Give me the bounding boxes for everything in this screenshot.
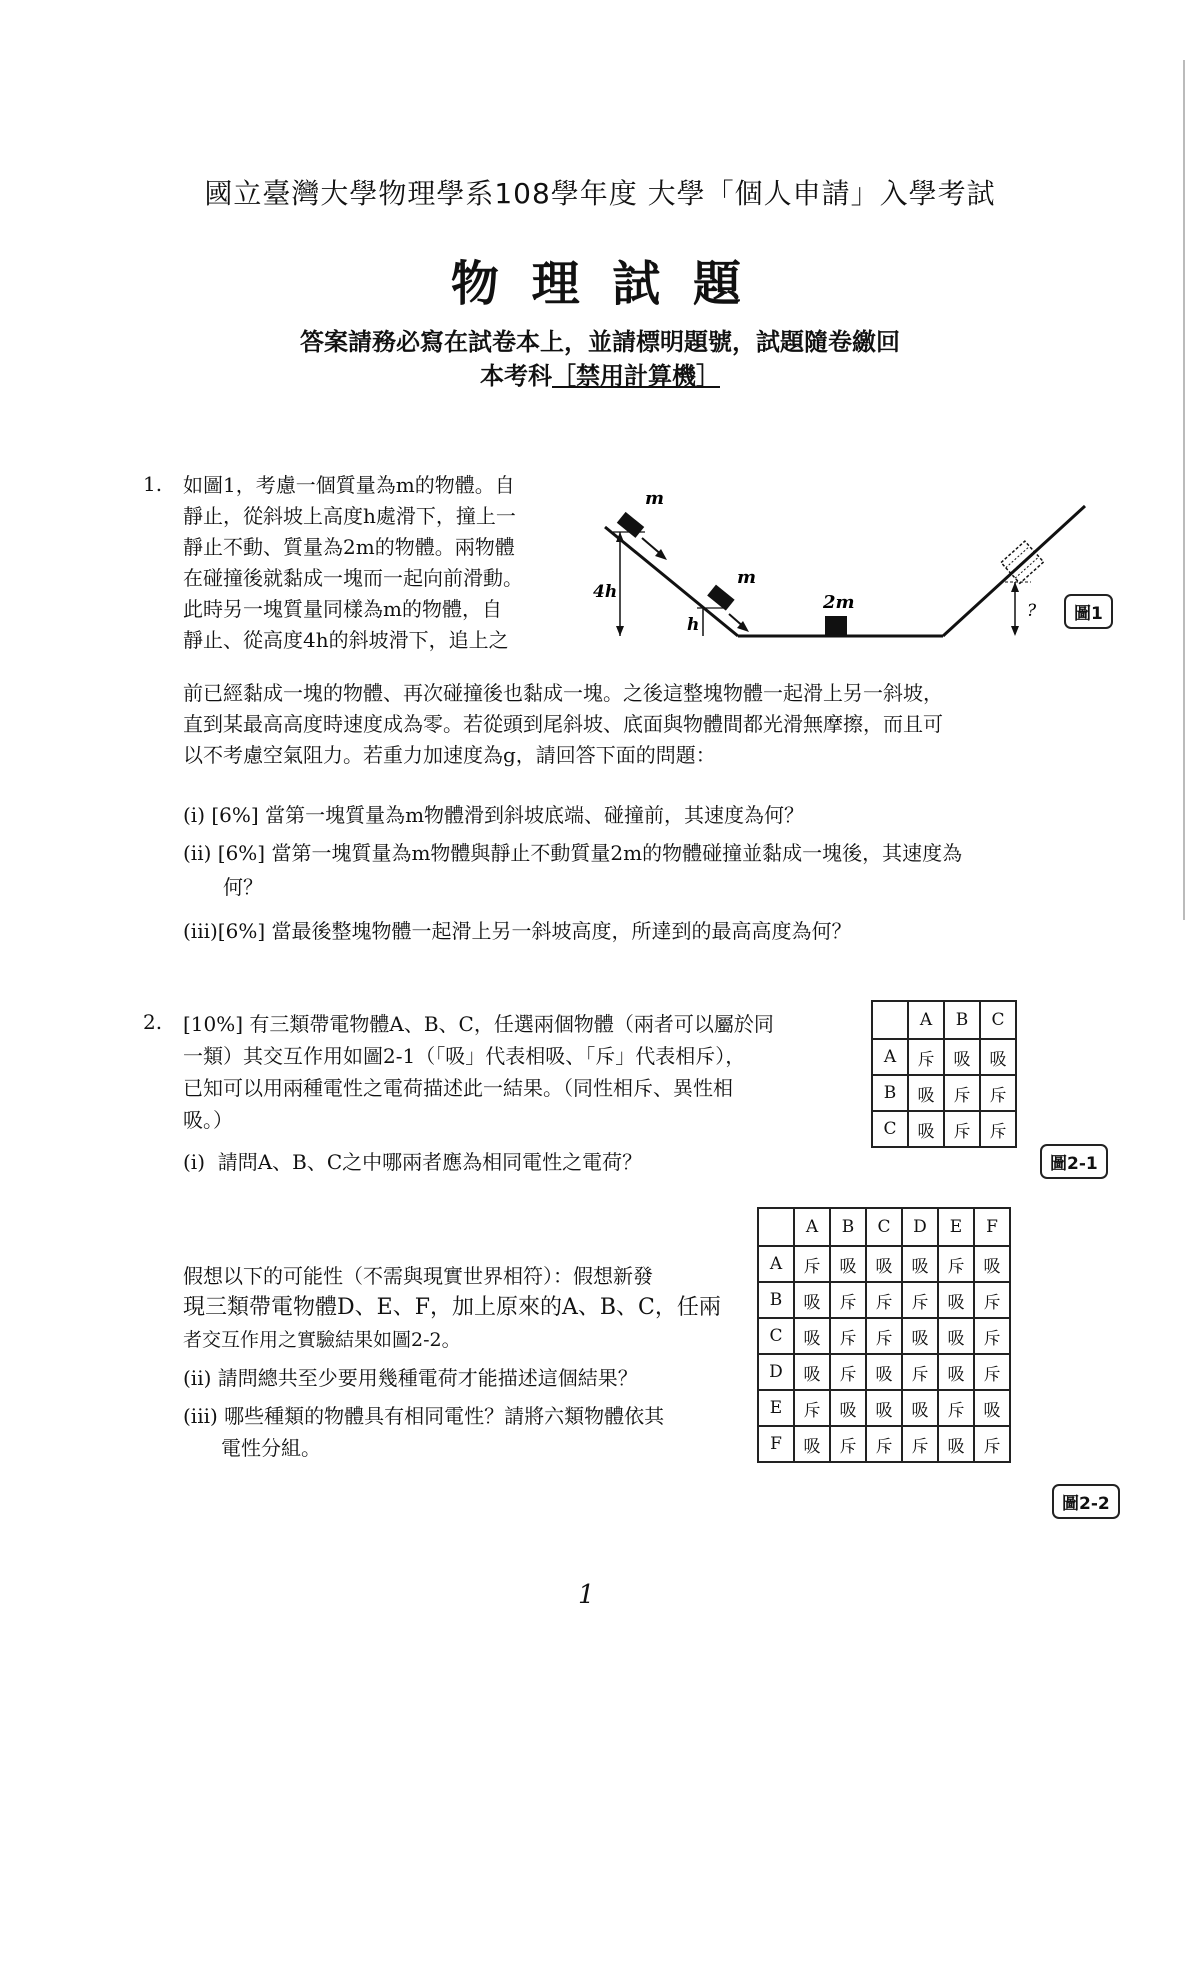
q2-part-iii: (iii) 哪些種類的物體具有相同電性？請將六類物體依其 — [183, 1404, 665, 1428]
table-row — [758, 1282, 1010, 1318]
table-cell: 斥 — [866, 1426, 902, 1462]
table-cell: 吸 — [944, 1039, 980, 1075]
label-2m: 2m — [823, 592, 855, 613]
mass-block-2m — [825, 616, 847, 636]
table-cell: 斥 — [938, 1246, 974, 1282]
label-4h: 4h — [593, 582, 618, 602]
q2-intro — [183, 1008, 863, 1178]
table-cell: 吸 — [902, 1390, 938, 1426]
table-row — [758, 1390, 1010, 1426]
table-cell: 吸 — [938, 1426, 974, 1462]
col-header: C — [980, 1001, 1016, 1039]
hypo-line: 現三類帶電物體D、E、F，加上原來的A、B、C，任兩 — [183, 1295, 721, 1320]
q1-part-ii-cont: 何？ — [223, 875, 263, 899]
table-cell: 斥 — [974, 1354, 1010, 1390]
q2-line: [10%] 有三類帶電物體A、B、C，任選兩個物體（兩者可以屬於同 — [183, 1012, 774, 1036]
table-row — [758, 1354, 1010, 1390]
table-cell: 斥 — [974, 1282, 1010, 1318]
table-cell: 吸 — [794, 1426, 830, 1462]
col-header: C — [866, 1208, 902, 1246]
table-cell: 吸 — [938, 1282, 974, 1318]
q2-part-ii: (ii) 請問總共至少要用幾種電荷才能描述這個結果？ — [183, 1366, 638, 1390]
q1-part-ii: (ii) [6%] 當第一塊質量為m物體與靜止不動質量2m的物體碰撞並黏成一塊後，其速度為 — [183, 841, 963, 865]
table-cell: 斥 — [980, 1111, 1016, 1147]
table-cell: 斥 — [830, 1354, 866, 1390]
figure-2-1-label: 圖2-1 — [1040, 1144, 1108, 1179]
table-cell: 斥 — [974, 1318, 1010, 1354]
col-header: E — [938, 1208, 974, 1246]
table-cell: 斥 — [938, 1390, 974, 1426]
figure-1-label: 圖1 — [1064, 594, 1113, 629]
q1-wide-line: 以不考慮空氣阻力。若重力加速度為g，請回答下面的問題： — [183, 743, 716, 767]
mass-block-mid — [707, 585, 734, 611]
row-header: B — [872, 1075, 908, 1111]
table-cell: 吸 — [902, 1246, 938, 1282]
table-cell: 斥 — [944, 1075, 980, 1111]
row-header: D — [758, 1354, 794, 1390]
col-header: F — [974, 1208, 1010, 1246]
table-corner — [872, 1001, 908, 1039]
table-cell: 吸 — [938, 1354, 974, 1390]
col-header: B — [944, 1001, 980, 1039]
row-header: A — [758, 1246, 794, 1282]
table-cell: 斥 — [902, 1354, 938, 1390]
table-cell: 斥 — [794, 1390, 830, 1426]
col-header: B — [830, 1208, 866, 1246]
row-header: C — [872, 1111, 908, 1147]
label-m-mid: m — [737, 567, 757, 588]
mass-block-top — [617, 512, 644, 538]
left-ramp-line — [605, 527, 738, 636]
col-header: A — [908, 1001, 944, 1039]
col-header: A — [794, 1208, 830, 1246]
figure-1-ramps — [585, 480, 1145, 670]
table-cell: 吸 — [866, 1390, 902, 1426]
q1-line: 靜止，從斜坡上高度h處滑下，撞上一 — [183, 504, 516, 528]
hypo-line: 假想以下的可能性（不需與現實世界相符）：假想新發 — [183, 1264, 653, 1288]
exam-instruction: 答案請務必寫在試卷本上，並請標明題號，試題隨卷繳回 — [300, 327, 900, 356]
table-cell: 斥 — [944, 1111, 980, 1147]
row-header: E — [758, 1390, 794, 1426]
q1-wide-line: 直到某最高高度時速度成為零。若從頭到尾斜坡、底面與物體間都光滑無摩擦，而且可 — [183, 712, 943, 736]
table-cell: 吸 — [974, 1246, 1010, 1282]
table-cell: 吸 — [866, 1246, 902, 1282]
q1-line: 此時另一塊質量同樣為m的物體，自 — [183, 597, 502, 621]
page-number: 1 — [578, 1580, 595, 1610]
table-cell: 斥 — [980, 1075, 1016, 1111]
q1-number: 1. — [143, 472, 163, 496]
label-question: ? — [1027, 601, 1037, 621]
table-cell: 吸 — [830, 1246, 866, 1282]
table-cell: 斥 — [830, 1426, 866, 1462]
table-cell: 斥 — [866, 1282, 902, 1318]
table-cell: 斥 — [866, 1318, 902, 1354]
table-row — [872, 1111, 1016, 1147]
table-cell: 吸 — [794, 1282, 830, 1318]
q2-line: 吸。） — [183, 1108, 233, 1132]
q1-line: 靜止、從高度4h的斜坡滑下，追上之 — [183, 628, 509, 652]
row-header: B — [758, 1282, 794, 1318]
table-corner — [758, 1208, 794, 1246]
table-cell: 斥 — [974, 1426, 1010, 1462]
table-cell: 斥 — [794, 1246, 830, 1282]
q1-part-i: (i) [6%] 當第一塊質量為m物體滑到斜坡底端、碰撞前，其速度為何？ — [183, 803, 805, 827]
q2-line: 已知可以用兩種電性之電荷描述此一結果。（同性相斥、異性相 — [183, 1076, 733, 1100]
table-2-2 — [757, 1207, 1011, 1463]
note-prefix: 本考科 — [480, 361, 552, 390]
table-cell: 吸 — [794, 1354, 830, 1390]
col-header: D — [902, 1208, 938, 1246]
table-cell: 吸 — [902, 1318, 938, 1354]
q2-number: 2. — [143, 1010, 163, 1034]
q2-hypothesis — [183, 1260, 743, 1464]
label-h: h — [687, 615, 700, 635]
table-cell: 斥 — [908, 1039, 944, 1075]
q2-part-iii-cont: 電性分組。 — [221, 1436, 321, 1460]
table-row — [872, 1075, 1016, 1111]
table-cell: 斥 — [902, 1426, 938, 1462]
exam-title: 物 理 試 題 — [450, 256, 750, 312]
q1-parts — [183, 796, 1083, 950]
q2-line: 一類）其交互作用如圖2-1（「吸」代表相吸、「斥」代表相斥）， — [183, 1044, 746, 1068]
table-cell: 斥 — [830, 1318, 866, 1354]
row-header: A — [872, 1039, 908, 1075]
table-cell: 吸 — [938, 1318, 974, 1354]
table-row — [758, 1318, 1010, 1354]
table-row — [758, 1426, 1010, 1462]
q1-line: 靜止不動、質量為2m的物體。兩物體 — [183, 535, 515, 559]
row-header: C — [758, 1318, 794, 1354]
table-cell: 吸 — [830, 1390, 866, 1426]
q1-intro — [183, 470, 583, 656]
no-calculator-note: ［禁用計算機］ — [552, 361, 720, 390]
q1-line: 在碰撞後就黏成一塊而一起向前滑動。 — [183, 566, 523, 590]
table-cell: 吸 — [908, 1111, 944, 1147]
table-2-1 — [871, 1000, 1017, 1148]
q1-part-iii: (iii)[6%] 當最後整塊物體一起滑上另一斜坡高度，所達到的最高高度為何？ — [183, 919, 852, 943]
table-cell: 吸 — [980, 1039, 1016, 1075]
figure-2-2-label: 圖2-2 — [1052, 1484, 1120, 1519]
table-cell: 吸 — [974, 1390, 1010, 1426]
exam-header: 國立臺灣大學物理學系108學年度 大學「個人申請」入學考試 — [204, 177, 996, 210]
table-row — [758, 1246, 1010, 1282]
label-m-top: m — [645, 488, 665, 509]
table-row — [872, 1039, 1016, 1075]
table-cell: 吸 — [794, 1318, 830, 1354]
hypo-line: 者交互作用之實驗結果如圖2-2。 — [183, 1329, 461, 1351]
exam-note — [0, 356, 1200, 391]
table-cell: 斥 — [902, 1282, 938, 1318]
row-header: F — [758, 1426, 794, 1462]
table-cell: 斥 — [830, 1282, 866, 1318]
table-cell: 吸 — [908, 1075, 944, 1111]
q1-continued — [183, 678, 1083, 771]
q1-wide-line: 前已經黏成一塊的物體、再次碰撞後也黏成一塊。之後這整塊物體一起滑上另一斜坡， — [183, 681, 943, 705]
table-cell: 吸 — [866, 1354, 902, 1390]
q1-line: 如圖1，考慮一個質量為m的物體。自 — [183, 473, 515, 497]
q2-part-i: (i) 請問A、B、C之中哪兩者應為相同電性之電荷？ — [183, 1150, 643, 1174]
